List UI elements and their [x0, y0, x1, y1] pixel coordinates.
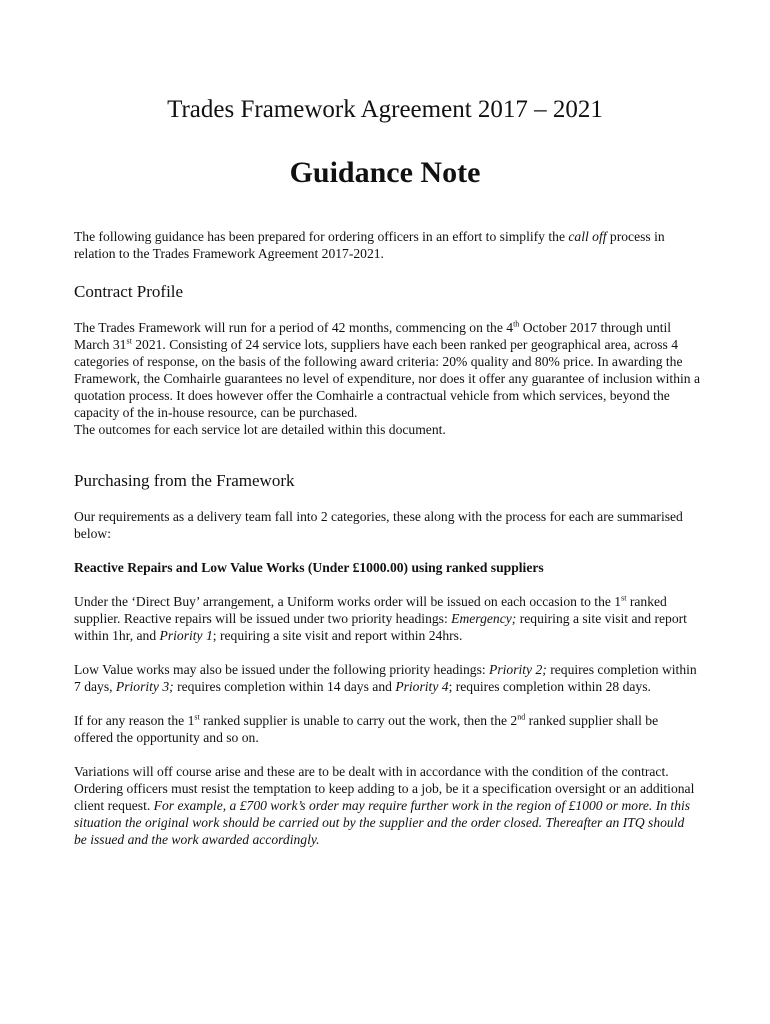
direct-text-c: requiring a site visit and report within 1hr, and: [74, 611, 687, 643]
direct-text-d: ; requiring a site visit and report within 24hrs.: [212, 628, 463, 643]
low-priority-3: Priority 3;: [115, 679, 174, 694]
low-priority-2: Priority 2;: [489, 662, 547, 677]
profile-sup-th: th: [513, 319, 520, 329]
low-value-paragraph: [74, 661, 700, 695]
document-subtitle: Guidance Note: [289, 156, 481, 189]
document-body: [74, 228, 700, 848]
variations-text: Variations will off course arise and these are to be dealt with in accordance with the condition of the contract. Ordering officers must resist the temptation to keep adding to a job, be it a specification oversight or an additional client request.: [74, 764, 695, 813]
direct-text-b: ranked supplier. Reactive repairs will be issued under two priority headings:: [74, 594, 667, 626]
intro-text: The following guidance has been prepared for ordering officers in an effort to simplify the: [74, 229, 569, 244]
direct-buy-paragraph: [74, 593, 700, 644]
purchasing-intro: Our requirements as a delivery team fall into 2 categories, these along with the process for each are summarised below:: [74, 509, 683, 541]
direct-emergency: Emergency;: [451, 611, 517, 626]
unable-text-a: If for any reason the 1: [74, 713, 195, 728]
unable-text-c: ranked supplier shall be offered the opportunity and so on.: [74, 713, 659, 745]
low-text-d: ; requires completion within 28 days.: [448, 679, 651, 694]
document-title: Trades Framework Agreement 2017 – 2021: [167, 96, 603, 123]
intro-italic: call off: [568, 229, 607, 244]
intro-paragraph: [74, 228, 700, 262]
outcomes-paragraph: The outcomes for each service lot are detailed within this document.: [74, 422, 446, 437]
profile-sup-st: st: [126, 336, 132, 346]
low-priority-4: Priority 4: [395, 679, 449, 694]
profile-text-c: 2021. Consisting of 24 service lots, suppliers have each been ranked per geographical area, across 4 categories of response, on the basis of the following award criteria: 20% quality and 80% price. In awarding the Framework, the Comhairle guarantees no level of expenditure, nor does it offer any guarantee of inclusion within a quotation process. It does however offer the Comhairle a contractual vehicle from which services, beyond the capacity of the in-house resource, can be purchased.: [74, 337, 700, 420]
variations-example: For example, a £700 work’s order may require further work in the region of £1000 or more. In this situation the original work should be carried out by the supplier and the order closed. Thereafter an ITQ should be issued and the work awarded accordingly.: [74, 798, 691, 847]
intro-text-end: process in relation to the Trades Framework Agreement 2017-2021.: [74, 229, 665, 261]
unable-sup-st: st: [194, 712, 200, 722]
direct-sup-st: st: [621, 593, 627, 603]
contract-profile-heading: Contract Profile: [74, 282, 184, 301]
section-spacer: [74, 438, 700, 471]
unable-sup-nd: nd: [517, 712, 526, 722]
low-text-b: requires completion within 7 days,: [74, 662, 697, 694]
direct-priority-1: Priority 1: [159, 628, 213, 643]
contract-profile-paragraph: [74, 319, 700, 421]
profile-text-b: October 2017 through until March 31: [74, 320, 672, 352]
direct-text-a: Under the ‘Direct Buy’ arrangement, a Uniform works order will be issued on each occasion to the 1: [74, 594, 622, 609]
reactive-repairs-heading: Reactive Repairs and Low Value Works (Under £1000.00) using ranked suppliers: [74, 560, 544, 575]
unable-text-b: ranked supplier is unable to carry out the work, then the 2: [199, 713, 518, 728]
variations-paragraph: [74, 763, 700, 848]
supplier-unable-paragraph: [74, 712, 700, 746]
low-text-c: requires completion within 14 days and: [173, 679, 396, 694]
low-text-a: Low Value works may also be issued under the following priority headings:: [74, 662, 490, 677]
profile-text-a: The Trades Framework will run for a period of 42 months, commencing on the 4: [74, 320, 514, 335]
purchasing-heading: Purchasing from the Framework: [74, 471, 295, 490]
